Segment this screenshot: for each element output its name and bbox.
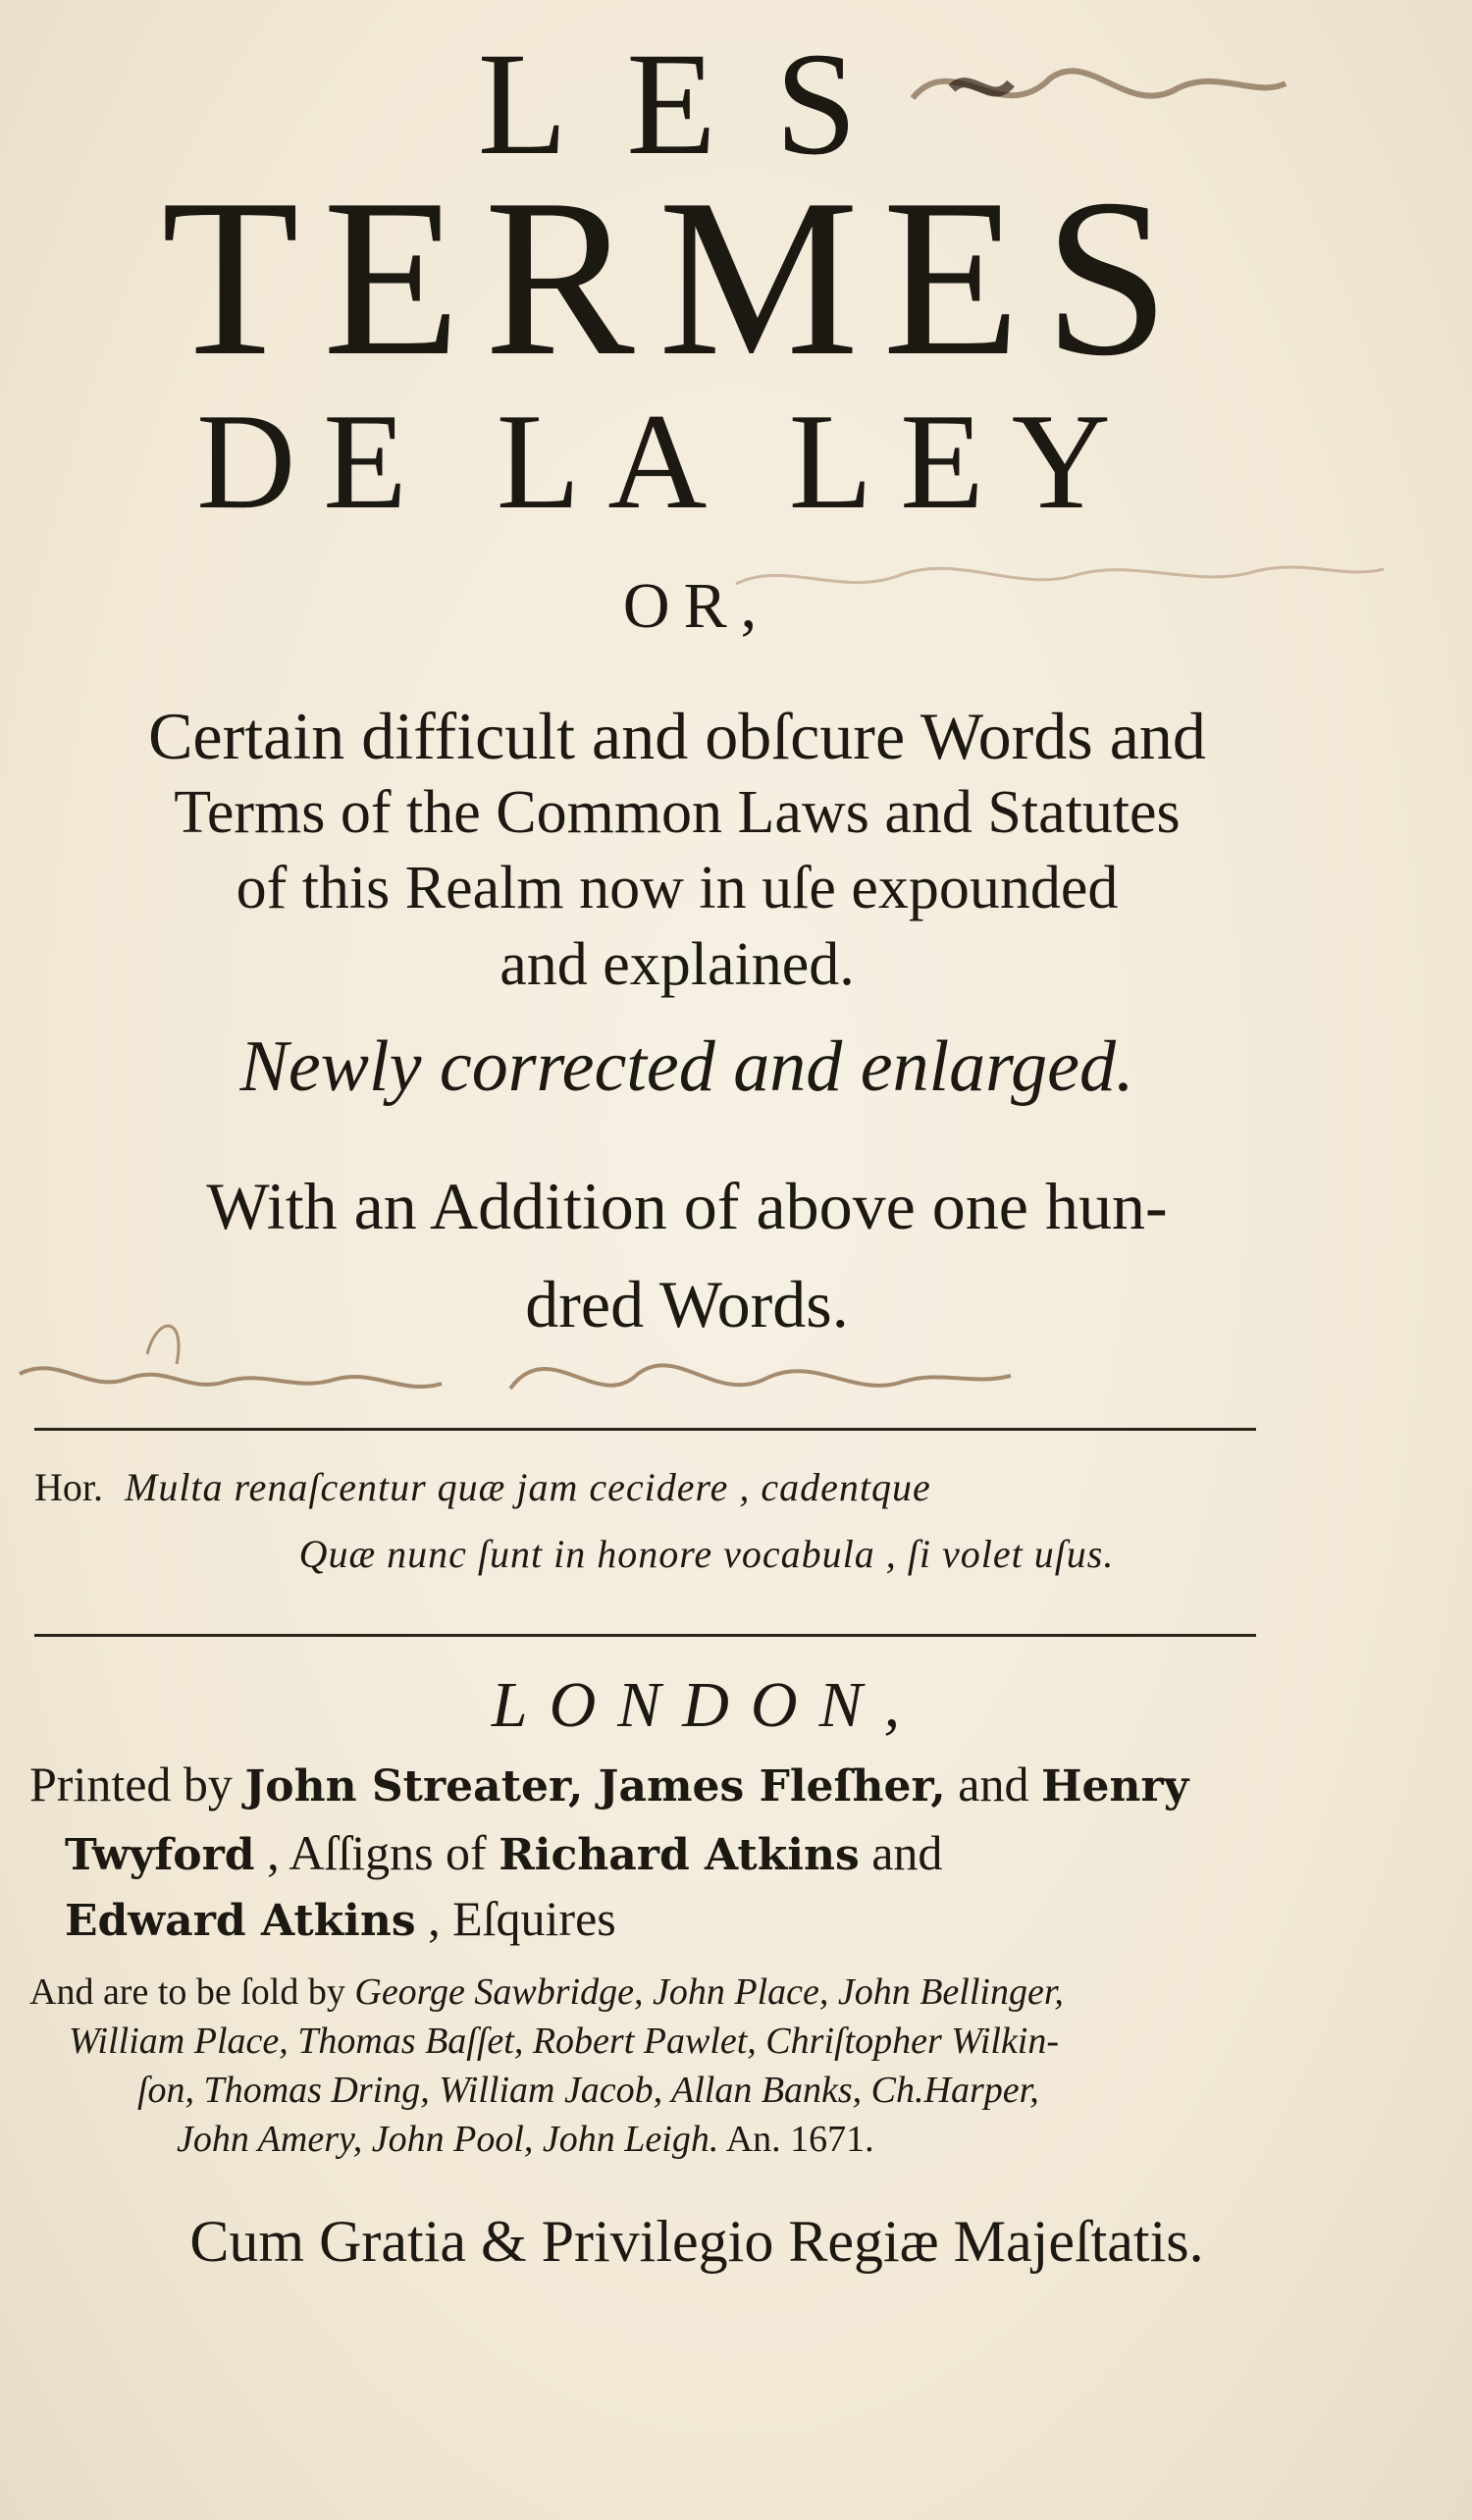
- edition-note: Newly corrected and enlarged.: [239, 1026, 1134, 1107]
- bookseller-names: ſon, Thomas Dring, William Jacob, Allan Banks, Ch.Harper,: [137, 2070, 1039, 2111]
- subtitle-line-3: of this Realm now in uſe expounded: [236, 855, 1119, 921]
- motto-line-1: [34, 1462, 1271, 1513]
- bottom-rule: [34, 1634, 1256, 1637]
- bookseller-names: William Place, Thomas Baſſet, Robert Pawlet, Chriſtopher Wilkin-: [69, 2021, 1060, 2062]
- imprint-city: LONDON,: [491, 1669, 922, 1741]
- bookseller-names: John Amery, John Pool, John Leigh.: [177, 2119, 719, 2160]
- title-de-la-ley: DE LA LEY: [196, 386, 1138, 538]
- bookseller-line-3: [29, 2066, 1384, 2115]
- motto-text-1: Multa renaſcentur quæ jam cecidere , cadentque: [125, 1465, 931, 1509]
- imprint-text: , Eſquires: [415, 1891, 616, 1946]
- motto-line-2: [0, 1529, 1413, 1580]
- imprint-text: and: [859, 1825, 943, 1880]
- assign-name: Edward Atkins: [65, 1896, 416, 1946]
- subtitle-line-2: Terms of the Common Laws and Statutes: [174, 779, 1181, 846]
- printer-names: John Streater, James Fleſher,: [244, 1761, 946, 1811]
- bookseller-line-4: [29, 2115, 1423, 2164]
- motto-author: Hor.: [34, 1465, 103, 1509]
- publication-year: An. 1671.: [718, 2119, 874, 2160]
- colophon: Cum Gratia & Privilegio Regiæ Majeſtatis.: [189, 2209, 1204, 2274]
- subtitle-line-1: Certain difficult and obſcure Words and: [148, 699, 1206, 773]
- imprint-line-1: [29, 1752, 1276, 1819]
- bookseller-names: George Sawbridge, John Place, John Bellinger,: [354, 1971, 1064, 2013]
- sold-lead: And are to be ſold by: [29, 1971, 355, 2013]
- printer-name: Twyford: [65, 1830, 255, 1880]
- title-termes: TERMES: [161, 152, 1193, 402]
- assign-name: Richard Atkins: [499, 1830, 860, 1880]
- printer-name: Henry: [1040, 1761, 1189, 1811]
- bookseller-line-1: [29, 1968, 1276, 2017]
- motto-text-2: Quæ nunc ſunt in honore vocabula , ſi volet uſus.: [298, 1532, 1115, 1576]
- title-les: LES: [477, 23, 917, 185]
- imprint-text: , Aſſigns of: [254, 1825, 499, 1880]
- addition-line-2: dred Words.: [525, 1267, 849, 1341]
- top-rule: [34, 1428, 1256, 1431]
- bookseller-line-2: [29, 2017, 1315, 2066]
- addition-line-1: With an Addition of above one hun-: [206, 1169, 1168, 1243]
- imprint-text: Printed by: [29, 1757, 245, 1811]
- title-or: OR,: [622, 570, 771, 642]
- imprint-line-3: [29, 1886, 1311, 1954]
- imprint-text: and: [945, 1757, 1041, 1811]
- imprint-line-2: [29, 1820, 1311, 1888]
- subtitle-line-4: and explained.: [499, 931, 855, 998]
